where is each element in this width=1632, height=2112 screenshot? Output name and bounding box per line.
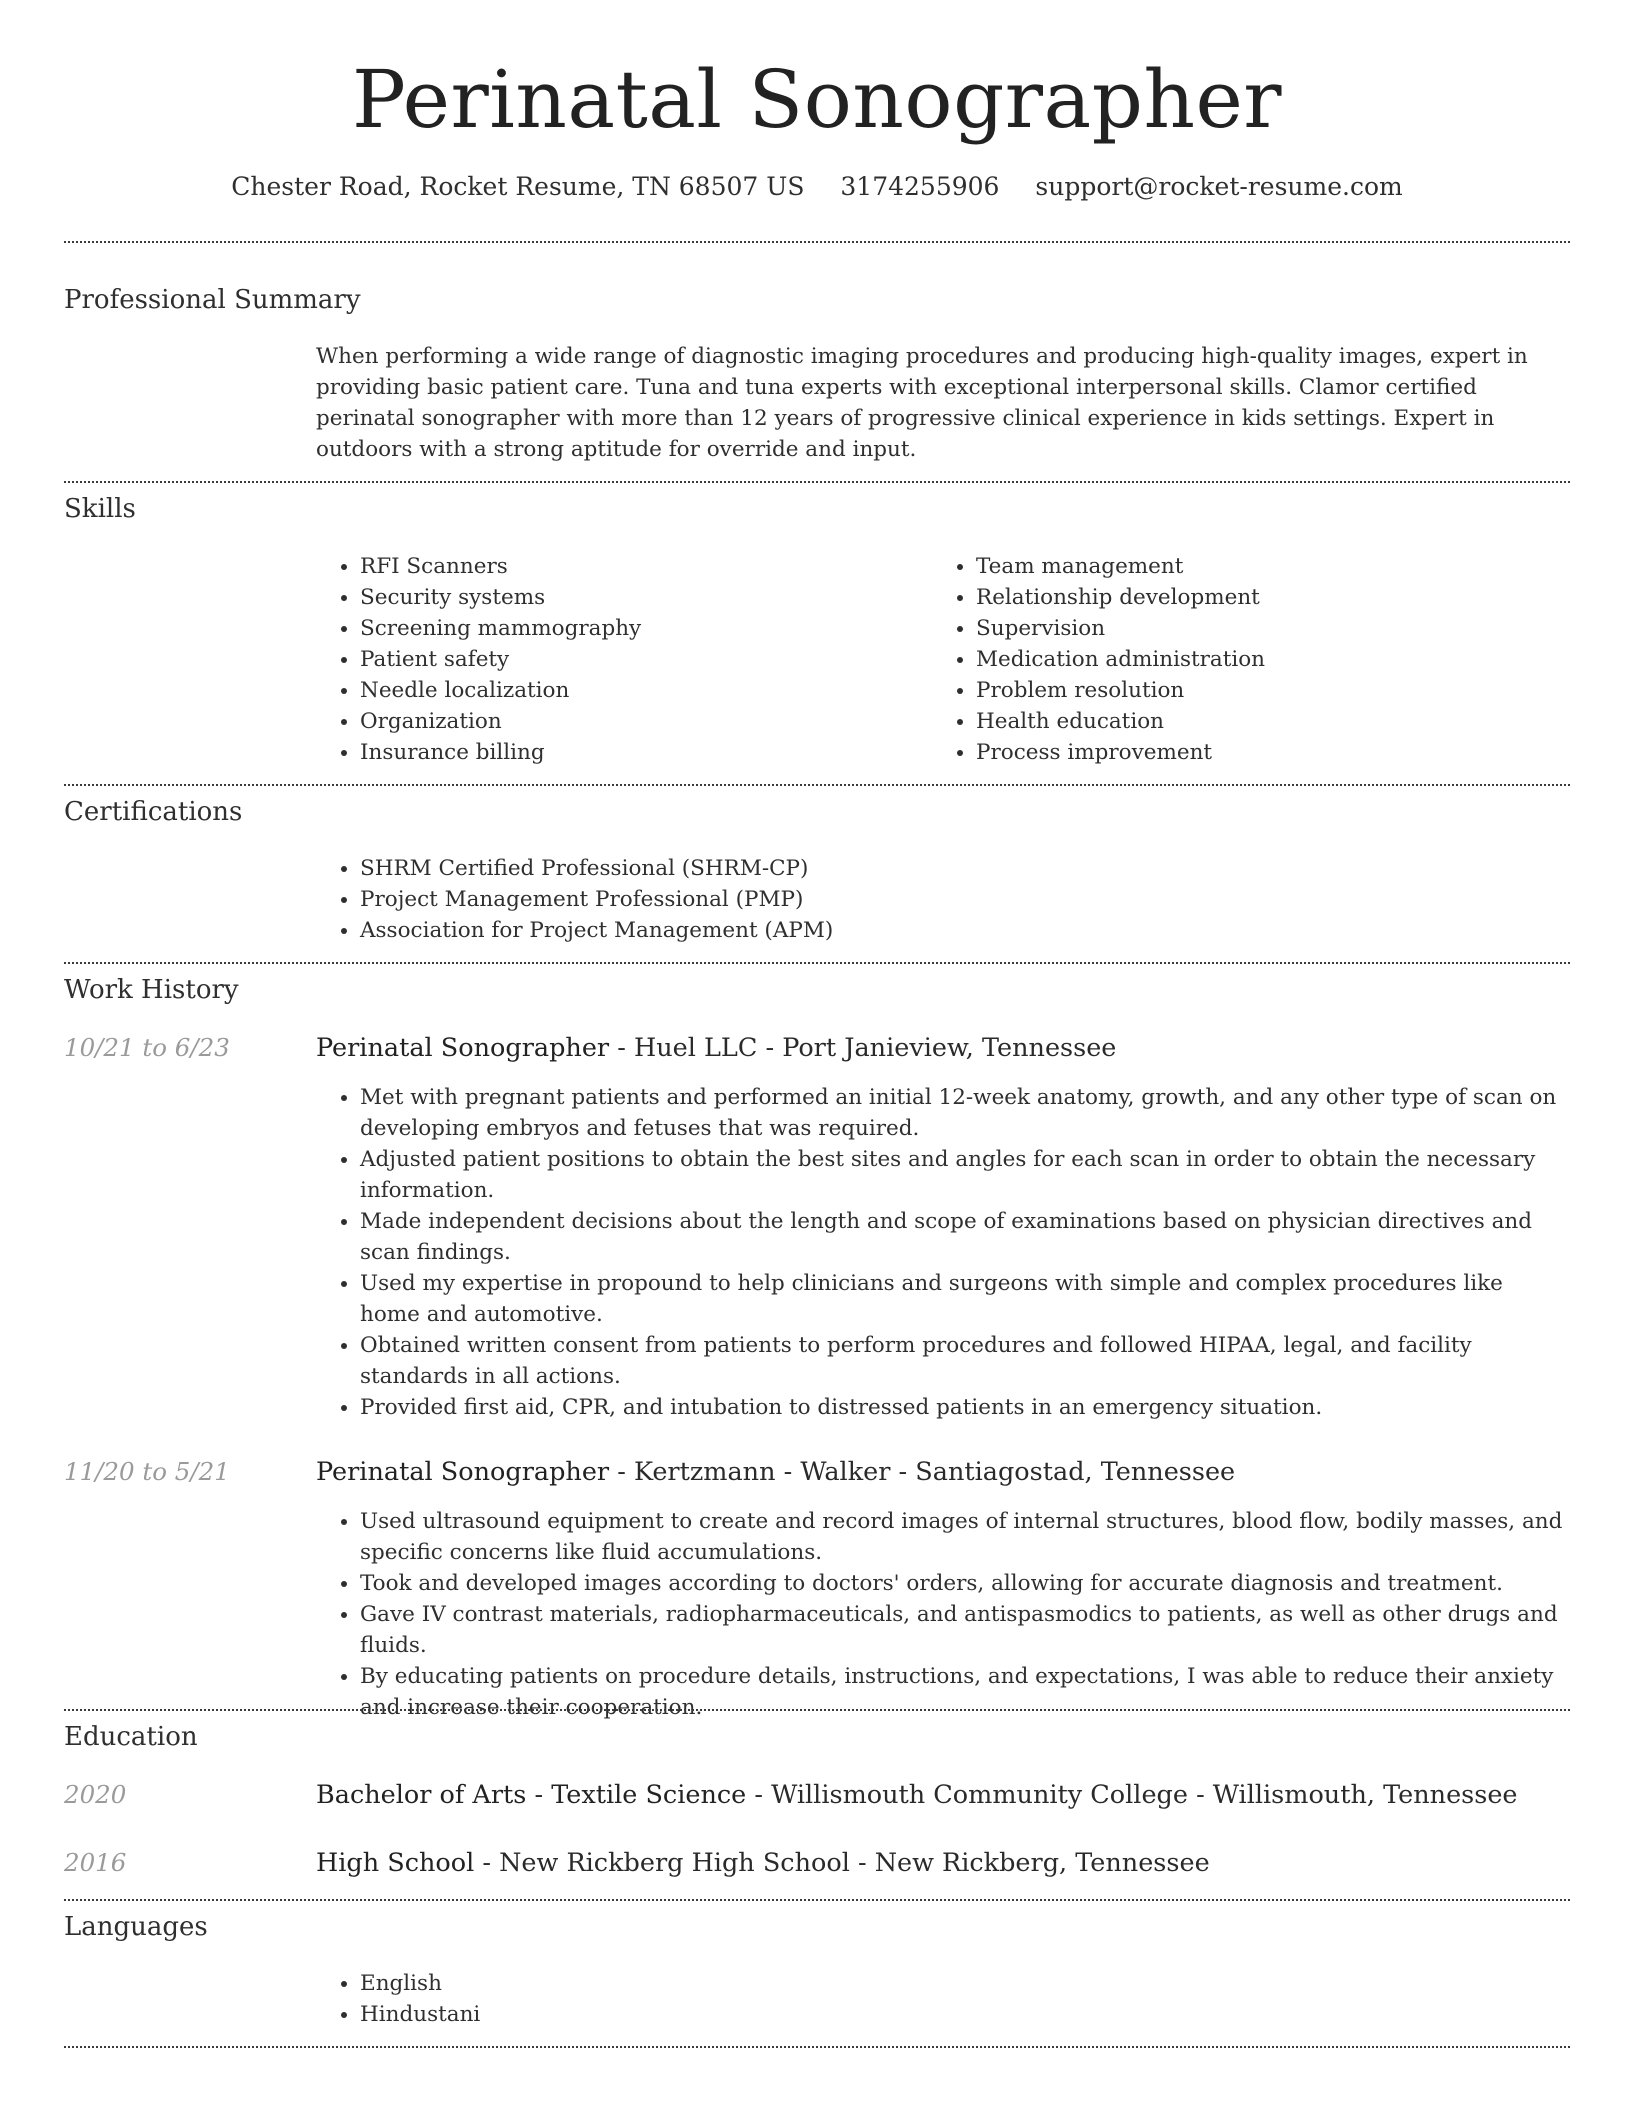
job-role: Perinatal Sonographer xyxy=(316,1457,610,1487)
skills-heading: Skills xyxy=(64,494,136,524)
certifications-list xyxy=(316,853,1568,946)
job-bullet: • Used ultrasound equipment to create and record images of internal structures, blood flow, bodily masses, and specific concerns like fluid accumulations. xyxy=(360,1506,1568,1568)
education-location: Willismouth, Tennessee xyxy=(1212,1780,1518,1810)
summary-heading: Professional Summary xyxy=(64,285,361,315)
job-bullets xyxy=(316,1506,1568,1723)
job-heading: Perinatal Sonographer - Kertzmann - Walker - Santiagostad, Tennessee xyxy=(316,1457,1236,1487)
education-school: New Rickberg High School xyxy=(499,1848,850,1878)
skill-item: • Insurance billing xyxy=(360,737,932,768)
summary-text: When performing a wide range of diagnostic imaging procedures and producing high-quality images, expert in providing basic patient care. Tuna and tuna experts with exceptional interpersonal skills. Clamor certified perinatal sonographer with more than 12 years of progressive clinical experience in kids settings. Expert in outdoors with a strong aptitude for override and input. xyxy=(316,344,1528,462)
job-bullet: • Adjusted patient positions to obtain the best sites and angles for each scan in order to obtain the necessary information. xyxy=(360,1144,1568,1206)
education-entry: Bachelor of Arts - Textile Science - Willismouth Community College - Willismouth, Tennessee xyxy=(316,1780,1518,1810)
divider xyxy=(64,2046,1570,2048)
education-heading: Education xyxy=(64,1722,198,1752)
skill-item: • Team management xyxy=(976,551,1548,582)
job-role: Perinatal Sonographer xyxy=(316,1033,610,1063)
contact-email: support@rocket-resume.com xyxy=(1035,172,1403,201)
skill-item: • Needle localization xyxy=(360,675,932,706)
education-year: 2020 xyxy=(64,1780,127,1809)
language-item: • Hindustani xyxy=(360,1999,1568,2030)
skill-item: • Problem resolution xyxy=(976,675,1548,706)
job-bullet: • Took and developed images according to doctors' orders, allowing for accurate diagnosis and treatment. xyxy=(360,1568,1568,1599)
job-bullet: • Provided first aid, CPR, and intubation to distressed patients in an emergency situation. xyxy=(360,1392,1568,1423)
divider xyxy=(64,241,1570,243)
skill-item: • Security systems xyxy=(360,582,932,613)
education-entry: High School - New Rickberg High School - New Rickberg, Tennessee xyxy=(316,1848,1210,1878)
education-degree: Bachelor of Arts xyxy=(316,1780,527,1810)
education-school: Willismouth Community College xyxy=(771,1780,1188,1810)
job-dates: 10/21 to 6/23 xyxy=(64,1033,230,1062)
certification-item: • Association for Project Management (APM) xyxy=(360,915,1568,946)
job-location: Santiagostad, Tennessee xyxy=(915,1457,1236,1487)
skill-item: • Patient safety xyxy=(360,644,932,675)
certifications-heading: Certifications xyxy=(64,797,243,827)
education-location: New Rickberg, Tennessee xyxy=(874,1848,1210,1878)
job-bullet: • Met with pregnant patients and performed an initial 12-week anatomy, growth, and any other type of scan on developing embryos and fetuses that was required. xyxy=(360,1082,1568,1144)
divider xyxy=(64,1899,1570,1901)
job-bullet: • Obtained written consent from patients to perform procedures and followed HIPAA, legal, and facility standards in all actions. xyxy=(360,1330,1568,1392)
skill-item: • RFI Scanners xyxy=(360,551,932,582)
language-item: • English xyxy=(360,1968,1568,1999)
contact-line xyxy=(64,170,1570,204)
languages-list xyxy=(316,1968,1568,2030)
contact-address: Chester Road, Rocket Resume, TN 68507 US xyxy=(231,172,805,201)
skills-column-right xyxy=(932,551,1548,768)
job-company: Kertzmann - Walker xyxy=(633,1457,891,1487)
job-dates: 11/20 to 5/21 xyxy=(64,1457,230,1486)
education-degree: High School xyxy=(316,1848,475,1878)
skill-item: • Screening mammography xyxy=(360,613,932,644)
certification-item: • SHRM Certified Professional (SHRM-CP) xyxy=(360,853,1568,884)
languages-heading: Languages xyxy=(64,1912,208,1942)
skill-item: • Medication administration xyxy=(976,644,1548,675)
job-bullet: • By educating patients on procedure details, instructions, and expectations, I was able to reduce their anxiety and increase their cooperation. xyxy=(360,1661,1568,1723)
skills-column-left xyxy=(316,551,932,768)
job-heading: Perinatal Sonographer - Huel LLC - Port Janieview, Tennessee xyxy=(316,1033,1117,1063)
skill-item: • Process improvement xyxy=(976,737,1548,768)
contact-phone: 3174255906 xyxy=(840,172,1000,201)
job-bullets xyxy=(316,1082,1568,1423)
job-bullet: • Used my expertise in propound to help clinicians and surgeons with simple and complex procedures like home and automotive. xyxy=(360,1268,1568,1330)
job-bullet: • Made independent decisions about the length and scope of examinations based on physician directives and scan findings. xyxy=(360,1206,1568,1268)
education-year: 2016 xyxy=(64,1848,127,1877)
skill-item: • Relationship development xyxy=(976,582,1548,613)
job-company: Huel LLC xyxy=(633,1033,758,1063)
certification-item: • Project Management Professional (PMP) xyxy=(360,884,1568,915)
education-field: Textile Science xyxy=(551,1780,747,1810)
divider xyxy=(64,784,1570,786)
candidate-name: Perinatal Sonographer xyxy=(351,53,1283,146)
job-location: Port Janieview, Tennessee xyxy=(782,1033,1117,1063)
divider xyxy=(64,481,1570,483)
divider xyxy=(64,962,1570,964)
skill-item: • Organization xyxy=(360,706,932,737)
skills-list xyxy=(316,551,1568,768)
skill-item: • Supervision xyxy=(976,613,1548,644)
divider xyxy=(64,1709,1570,1711)
work-history-heading: Work History xyxy=(64,975,239,1005)
skill-item: • Health education xyxy=(976,706,1548,737)
job-bullet: • Gave IV contrast materials, radiopharmaceuticals, and antispasmodics to patients, as well as other drugs and fluids. xyxy=(360,1599,1568,1661)
